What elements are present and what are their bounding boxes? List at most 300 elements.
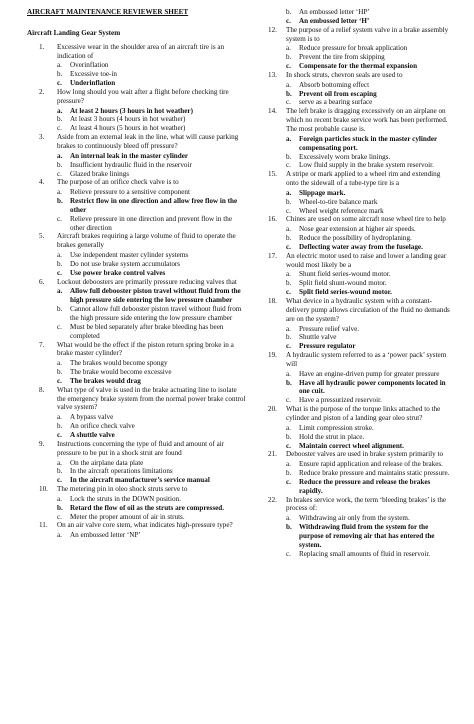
question-stem bbox=[27, 232, 247, 250]
option bbox=[27, 495, 247, 504]
question-stem bbox=[27, 485, 247, 494]
option bbox=[27, 251, 247, 260]
question-item bbox=[256, 71, 454, 107]
question-stem bbox=[256, 215, 454, 224]
question-item bbox=[256, 215, 454, 251]
question-stem bbox=[27, 88, 247, 106]
question-item bbox=[27, 521, 247, 540]
option-letter: c. bbox=[286, 62, 291, 71]
option-text: Withdrawing air only from the system. bbox=[299, 514, 410, 523]
option-text: Reduce the pressure and release the brakes rapidly. bbox=[299, 477, 431, 495]
answer-option bbox=[256, 342, 454, 351]
option-text: Slippage mark. bbox=[299, 188, 346, 197]
option-letter: c. bbox=[286, 16, 291, 25]
option-letter: a. bbox=[57, 458, 62, 467]
option-list bbox=[256, 225, 454, 252]
option bbox=[256, 225, 454, 234]
answer-option bbox=[256, 189, 454, 198]
question-item bbox=[27, 341, 247, 386]
option-list bbox=[27, 188, 247, 232]
option-text: An embossed letter ‘HP’ bbox=[299, 8, 370, 16]
option-letter: a. bbox=[57, 251, 62, 260]
option-text: Pressure regulator bbox=[299, 342, 356, 351]
option-letter: c. bbox=[286, 396, 291, 405]
option-text: Deflecting water away from the fuselage. bbox=[299, 242, 423, 251]
option-text: Shunt field series-wound motor. bbox=[299, 270, 391, 279]
question-item bbox=[256, 107, 454, 170]
question-stem bbox=[256, 71, 454, 80]
option-text: Lock the struts in the DOWN position. bbox=[70, 494, 181, 503]
option-text: Have all hydraulic power components located in one cuit. bbox=[299, 378, 446, 396]
option-text: Use power brake control valves bbox=[70, 268, 166, 277]
option-letter: a. bbox=[57, 188, 62, 197]
question-item bbox=[27, 43, 247, 88]
option-text: Must be bled separately after brake bleeding has been completed bbox=[70, 322, 224, 340]
answer-option bbox=[27, 79, 247, 88]
option bbox=[256, 424, 454, 433]
option-list bbox=[27, 61, 247, 88]
question-number: 20. bbox=[268, 405, 277, 414]
question-item bbox=[27, 440, 247, 485]
question-text: Aircraft brakes requiring a large volume of fluid to operate the brakes generally bbox=[57, 232, 236, 250]
option-list bbox=[27, 107, 247, 134]
question-number: 13. bbox=[268, 70, 277, 79]
option-letter: c. bbox=[286, 161, 291, 170]
option bbox=[27, 161, 247, 170]
option-text: serve as a bearing surface bbox=[299, 98, 373, 107]
option-text: Ensure rapid application and release of the brakes. bbox=[299, 460, 443, 469]
option-list bbox=[256, 135, 454, 170]
option-text: An orifice check valve bbox=[70, 422, 135, 431]
option-letter: b. bbox=[57, 197, 63, 206]
option bbox=[27, 459, 247, 468]
question-stem bbox=[27, 386, 247, 413]
option-text: Split field series-wound motor. bbox=[299, 288, 392, 297]
option-text: Prevent oil from escaping bbox=[299, 89, 377, 98]
question-item bbox=[27, 278, 247, 341]
question-text: A hydraulic system referred to as a ‘power pack’ system will bbox=[286, 351, 447, 368]
option-text: Allow full debooster piston travel without fluid from the high pressure side entering the low pressure chamber bbox=[70, 287, 241, 305]
question-item bbox=[27, 485, 247, 521]
option bbox=[256, 469, 454, 478]
option-text: Nose gear extension at higher air speeds. bbox=[299, 225, 416, 234]
option-list bbox=[27, 531, 247, 540]
question-number: 10. bbox=[39, 485, 48, 494]
option-text: Compensate for the thermal expansion bbox=[299, 62, 418, 71]
question-text: How long should you wait after a flight before checking tire pressure? bbox=[57, 87, 229, 105]
option-letter: a. bbox=[286, 324, 291, 333]
question-text: Chines are used on some aircraft nose wheel tire to help bbox=[286, 215, 446, 224]
question-number: 1. bbox=[39, 42, 45, 51]
option bbox=[27, 188, 247, 197]
question-item bbox=[27, 133, 247, 178]
question-item bbox=[256, 351, 454, 405]
option-letter: c. bbox=[57, 214, 62, 223]
option-letter: b. bbox=[57, 115, 63, 124]
option bbox=[256, 53, 454, 62]
option-list bbox=[27, 495, 247, 522]
question-list-left bbox=[27, 43, 247, 540]
question-number: 9. bbox=[39, 439, 45, 448]
option bbox=[256, 198, 454, 207]
option bbox=[27, 359, 247, 368]
option-letter: b. bbox=[286, 89, 292, 98]
option-letter: a. bbox=[57, 106, 63, 115]
option bbox=[256, 270, 454, 279]
option-text: Pressure relief valve. bbox=[299, 324, 360, 333]
option-letter: a. bbox=[286, 369, 291, 378]
option bbox=[27, 368, 247, 377]
question-stem bbox=[27, 440, 247, 458]
question-text: Excessive wear in the shoulder area of an aircraft tire is an indication of bbox=[57, 42, 225, 60]
option-text: On the airplane data plate bbox=[70, 458, 144, 467]
option-text: Shuttle valve bbox=[299, 333, 337, 342]
answer-option bbox=[27, 152, 247, 161]
option bbox=[27, 323, 247, 341]
question-stem bbox=[27, 278, 247, 287]
question-stem bbox=[256, 107, 454, 134]
question-text: Debooster valves are used in brake system primarily to bbox=[286, 450, 444, 459]
answer-option bbox=[256, 90, 454, 99]
option-text: The brakes would become spongy bbox=[70, 359, 168, 368]
option-letter: b. bbox=[286, 197, 292, 206]
option-text: Cannot allow full debooster piston travel without fluid from the high pressure side entering the low pressure chamber bbox=[70, 305, 242, 322]
option-text: Relieve pressure to a sensitive component bbox=[70, 188, 190, 197]
option-text: Use independent master cylinder systems bbox=[70, 251, 189, 260]
option-text: In the aircraft manufacturer’s service manual bbox=[70, 476, 210, 485]
option-text: Withdrawing fluid from the system for the purpose of removing air that has entered the system. bbox=[299, 523, 435, 549]
option bbox=[256, 234, 454, 243]
question-stem bbox=[256, 252, 454, 270]
option-letter: b. bbox=[286, 333, 292, 342]
option bbox=[256, 325, 454, 334]
left-column bbox=[27, 8, 247, 540]
option bbox=[256, 98, 454, 107]
option-text: Split field shunt-wound motor. bbox=[299, 279, 387, 288]
option-letter: a. bbox=[286, 460, 291, 469]
option-letter: a. bbox=[286, 80, 291, 89]
option-text: Foreign particles stuck in the master cylinder compensating port. bbox=[299, 134, 438, 152]
option-text: Relieve pressure in one direction and prevent flow in the other direction bbox=[70, 214, 232, 232]
question-text: An electric motor used to raise and lower a landing gear would most likely be a bbox=[286, 251, 447, 269]
question-item bbox=[256, 252, 454, 297]
question-stem bbox=[256, 170, 454, 188]
option-letter: a. bbox=[286, 188, 292, 197]
answer-option bbox=[27, 269, 247, 278]
option bbox=[27, 531, 247, 540]
option-list bbox=[256, 460, 454, 495]
option-letter: c. bbox=[286, 441, 291, 450]
option-text: Restrict flow in one direction and allow free flow in the other bbox=[70, 197, 238, 214]
option-list bbox=[256, 81, 454, 108]
option-list bbox=[27, 251, 247, 278]
option-letter: c. bbox=[57, 476, 62, 485]
option-text: Limit compression stroke. bbox=[299, 423, 374, 432]
option-letter: b. bbox=[286, 279, 292, 288]
question-text: What device in a hydraulic system with a constant-delivery pump allows circulation of the fluid no demands are on the system? bbox=[286, 297, 450, 323]
option bbox=[27, 305, 247, 323]
question-item bbox=[256, 297, 454, 351]
answer-option bbox=[256, 17, 454, 26]
option-text: At least 2 hours (3 hours in hot weather) bbox=[70, 106, 193, 115]
answer-option bbox=[256, 288, 454, 297]
option-text: At least 4 hours (5 hours in hot weather) bbox=[70, 124, 186, 133]
answer-option bbox=[256, 62, 454, 71]
option bbox=[256, 207, 454, 216]
option-text: Reduce the possibility of hydroplaning. bbox=[299, 234, 412, 243]
option-text: Have a pressurized reservoir. bbox=[299, 396, 382, 405]
option-text: Insufficient hydraulic fluid in the reservoir bbox=[70, 160, 192, 169]
option-text: The brakes would drag bbox=[70, 376, 141, 385]
question-stem bbox=[256, 405, 454, 423]
option bbox=[27, 513, 247, 522]
option bbox=[256, 433, 454, 442]
question-item bbox=[27, 232, 247, 277]
option-text: At least 3 hours (4 hours in hot weather) bbox=[70, 115, 186, 124]
answer-option bbox=[27, 107, 247, 116]
option-letter: a. bbox=[286, 44, 291, 53]
question-text: In shock struts, chevron seals are used to bbox=[286, 70, 403, 79]
option-text: Excessive toe-in bbox=[70, 70, 117, 79]
option bbox=[27, 70, 247, 79]
question-item bbox=[27, 178, 247, 232]
option-text: Do not use brake system accumulators bbox=[70, 259, 181, 268]
option-letter: a. bbox=[57, 61, 62, 70]
question-stem bbox=[27, 133, 247, 151]
option-letter: c. bbox=[57, 124, 62, 133]
question-stem bbox=[27, 178, 247, 187]
option bbox=[27, 215, 247, 233]
answer-option bbox=[27, 377, 247, 386]
question-stem bbox=[256, 496, 454, 514]
option-letter: a. bbox=[286, 423, 291, 432]
option-letter: b. bbox=[286, 8, 292, 16]
question-number: 11. bbox=[39, 521, 48, 530]
option-letter: c. bbox=[57, 322, 62, 331]
right-column bbox=[256, 8, 454, 558]
option-letter: c. bbox=[57, 79, 62, 88]
question-number: 16. bbox=[268, 215, 277, 224]
option-text: Low fluid supply in the brake system reservoir. bbox=[299, 161, 434, 170]
answer-option bbox=[256, 478, 454, 496]
option-letter: a. bbox=[57, 151, 63, 160]
question-item bbox=[256, 170, 454, 215]
question-number: 18. bbox=[268, 297, 277, 305]
option-letter: b. bbox=[57, 160, 63, 169]
option-text: The brake would become excessive bbox=[70, 368, 172, 377]
option-letter: c. bbox=[286, 242, 291, 251]
question-stem bbox=[27, 521, 247, 530]
option bbox=[256, 161, 454, 170]
option-list bbox=[27, 413, 247, 440]
question-number: 5. bbox=[39, 232, 45, 241]
option-list bbox=[256, 8, 454, 26]
question-text: What is the purpose of the torque links attached to the cylinder and piston of a landing gear oleo strut? bbox=[286, 405, 441, 422]
option-text: An internal leak in the master cylinder bbox=[70, 151, 189, 160]
option-text: Prevent the tire from skipping bbox=[299, 53, 385, 62]
option-text: Maintain correct wheel alignment. bbox=[299, 441, 404, 450]
answer-option bbox=[27, 197, 247, 215]
option bbox=[27, 422, 247, 431]
question-list-right bbox=[256, 8, 454, 558]
question-number: 4. bbox=[39, 178, 45, 187]
option-text: Wheel-to-tire balance mark bbox=[299, 197, 378, 206]
question-stem bbox=[256, 351, 454, 369]
option bbox=[256, 550, 454, 559]
option-letter: c. bbox=[57, 376, 62, 385]
option bbox=[256, 514, 454, 523]
option-letter: c. bbox=[57, 512, 62, 521]
answer-option bbox=[27, 287, 247, 305]
question-number: 21. bbox=[268, 450, 277, 459]
option-letter: c. bbox=[57, 169, 62, 178]
question-number: 3. bbox=[39, 133, 45, 142]
question-number: 17. bbox=[268, 251, 277, 260]
option-list bbox=[27, 287, 247, 340]
question-text: Instructions concerning the type of fluid and amount of air pressure to be put in a shock strut are found bbox=[57, 439, 225, 457]
question-text: Aside from an external leak in the line, what will cause parking brakes to continuously bleed off pressure? bbox=[57, 133, 239, 150]
question-stem bbox=[27, 341, 247, 359]
option-letter: c. bbox=[57, 430, 62, 439]
option-text: Overinflation bbox=[70, 61, 109, 70]
option-letter: b. bbox=[286, 469, 292, 478]
option bbox=[27, 124, 247, 133]
option-text: Reduce brake pressure and maintains static pressure. bbox=[299, 469, 450, 478]
option bbox=[256, 8, 454, 17]
option-text: Wheel weight reference mark bbox=[299, 206, 384, 215]
answer-option bbox=[256, 135, 454, 153]
option-text: Reduce pressure for break application bbox=[299, 44, 408, 53]
question-item bbox=[256, 26, 454, 71]
section-title: Aircraft Landing Gear System bbox=[27, 28, 121, 37]
option-text: Meter the proper amount of air in struts. bbox=[70, 512, 185, 521]
option-letter: b. bbox=[57, 368, 63, 377]
option bbox=[27, 115, 247, 124]
option-letter: b. bbox=[286, 432, 292, 441]
answer-option bbox=[256, 442, 454, 451]
question-stem bbox=[27, 43, 247, 61]
question-number: 6. bbox=[39, 277, 45, 286]
question-stem bbox=[256, 26, 454, 44]
option bbox=[256, 396, 454, 405]
option-letter: b. bbox=[57, 467, 63, 476]
option-letter: a. bbox=[57, 287, 63, 296]
option-text: An embossed letter ‘NP’ bbox=[70, 531, 141, 540]
question-number: 8. bbox=[39, 385, 45, 394]
option-list bbox=[256, 189, 454, 216]
question-text: The left brake is dragging excessively on an airplane on which no recent brake service work has been performed. The most probable cause is. bbox=[286, 107, 448, 133]
option-letter: b. bbox=[57, 259, 63, 268]
option bbox=[256, 44, 454, 53]
option-letter: a. bbox=[57, 494, 62, 503]
option-letter: a. bbox=[286, 225, 291, 234]
option-text: A shuttle valve bbox=[70, 430, 115, 439]
option-letter: b. bbox=[286, 234, 292, 243]
question-item bbox=[256, 8, 454, 26]
option-list bbox=[256, 270, 454, 297]
answer-option bbox=[27, 431, 247, 440]
option-letter: b. bbox=[286, 53, 292, 62]
option-text: Underinflation bbox=[70, 79, 116, 88]
option-list bbox=[256, 44, 454, 71]
question-item bbox=[256, 405, 454, 450]
question-text: In brakes service work, the term ‘bleeding brakes’ is the process of: bbox=[286, 495, 447, 513]
option bbox=[256, 153, 454, 162]
question-text: What type of valve is used in the brake actuating line to isolate the emergency brake system from the normal power brake control valve system? bbox=[57, 385, 246, 412]
question-item bbox=[256, 450, 454, 495]
option-text: Retard the flow of oil as the struts are compressed. bbox=[70, 503, 225, 512]
option bbox=[256, 81, 454, 90]
option-letter: c. bbox=[286, 206, 291, 215]
option bbox=[256, 333, 454, 342]
option-letter: a. bbox=[57, 413, 62, 422]
answer-option bbox=[27, 504, 247, 513]
option-letter: c. bbox=[286, 342, 291, 351]
question-number: 19. bbox=[268, 351, 277, 360]
option-letter: c. bbox=[57, 268, 62, 277]
option bbox=[27, 260, 247, 269]
option-letter: b. bbox=[57, 305, 63, 314]
question-stem bbox=[256, 297, 454, 324]
question-item bbox=[27, 88, 247, 133]
option-letter: c. bbox=[286, 549, 291, 558]
question-text: A stripe or mark applied to a wheel rim and extending onto the sidewall of a tube-type tire is a bbox=[286, 170, 441, 188]
option-list bbox=[256, 424, 454, 451]
question-number: 22. bbox=[268, 495, 277, 504]
option-text: Have an engine-driven pump for greater pressure bbox=[299, 369, 440, 378]
option-text: Absorb bottoming effect bbox=[299, 80, 370, 89]
question-number: 12. bbox=[268, 25, 277, 34]
option bbox=[27, 170, 247, 179]
option-letter: b. bbox=[57, 422, 63, 431]
option-text: Hold the strut in place. bbox=[299, 432, 365, 441]
option bbox=[27, 467, 247, 476]
option-letter: b. bbox=[286, 378, 292, 387]
option bbox=[27, 413, 247, 422]
option bbox=[256, 370, 454, 379]
option-list bbox=[256, 325, 454, 352]
question-number: 14. bbox=[268, 107, 277, 116]
question-text: The metering pin in oleo shock struts serve to bbox=[57, 485, 188, 494]
option-letter: a. bbox=[286, 134, 292, 143]
option-text: An embossed letter ‘H’ bbox=[299, 16, 370, 25]
option-list bbox=[256, 370, 454, 405]
question-number: 2. bbox=[39, 87, 45, 96]
option-text: Glazed brake linings bbox=[70, 169, 130, 178]
question-item bbox=[27, 386, 247, 440]
option-letter: c. bbox=[286, 288, 291, 297]
option-letter: c. bbox=[286, 98, 291, 107]
option bbox=[256, 279, 454, 288]
answer-option bbox=[256, 243, 454, 252]
question-text: What would be the effect if the piston return spring broke in a brake master cylinder? bbox=[57, 340, 234, 358]
option-letter: b. bbox=[286, 523, 292, 532]
option bbox=[27, 61, 247, 70]
question-text: The purpose of a relief system valve in a brake assembly system is to bbox=[286, 25, 449, 43]
option-list bbox=[27, 152, 247, 179]
option-list bbox=[27, 359, 247, 386]
option-list bbox=[27, 459, 247, 486]
option-text: Excessively worn brake linings. bbox=[299, 152, 391, 161]
option-letter: a. bbox=[286, 270, 291, 279]
question-text: The purpose of an orifice check valve is to bbox=[57, 178, 179, 187]
option-letter: a. bbox=[286, 514, 291, 523]
option-letter: b. bbox=[57, 70, 63, 79]
option-text: A bypass valve bbox=[70, 413, 114, 422]
option-letter: b. bbox=[57, 503, 63, 512]
question-number: 7. bbox=[39, 340, 45, 349]
option-letter: c. bbox=[286, 477, 291, 486]
